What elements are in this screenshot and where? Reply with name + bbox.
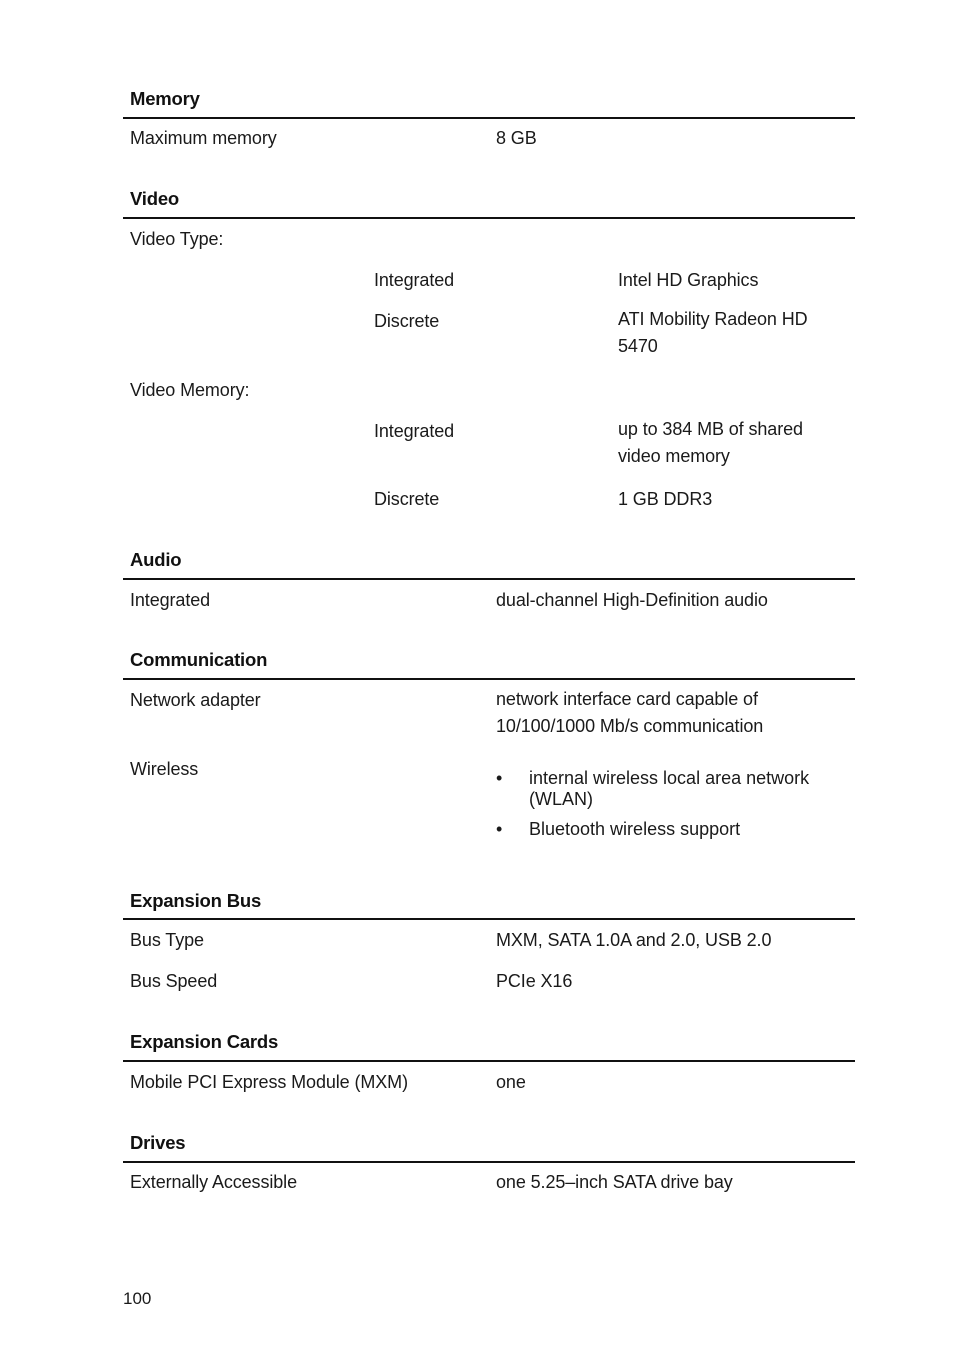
spec-label: Externally Accessible bbox=[130, 1172, 297, 1192]
section-title-communication: Communication bbox=[130, 649, 268, 670]
section-divider bbox=[123, 1060, 855, 1062]
spec-value: 1 GB DDR3 bbox=[618, 489, 713, 509]
section-divider bbox=[123, 217, 855, 219]
bullet-icon: • bbox=[496, 768, 503, 788]
list-item bbox=[496, 768, 855, 812]
spec-sublabel: Integrated bbox=[374, 421, 455, 441]
section-divider bbox=[123, 678, 855, 680]
spec-value: one 5.25–inch SATA drive bay bbox=[496, 1172, 733, 1192]
spec-value: 8 GB bbox=[496, 128, 537, 148]
spec-value: network interface card capable of 10/100/1000 Mb/s communication bbox=[496, 689, 764, 736]
spec-label: Video Memory: bbox=[130, 380, 250, 400]
spec-sublabel: Discrete bbox=[374, 489, 440, 509]
spec-value: ATI Mobility Radeon HD 5470 bbox=[618, 309, 808, 356]
spec-label: Integrated bbox=[130, 590, 211, 610]
section-title-audio: Audio bbox=[130, 549, 182, 570]
spec-value: Intel HD Graphics bbox=[618, 270, 759, 290]
spec-label: Mobile PCI Express Module (MXM) bbox=[130, 1072, 408, 1092]
spec-value: PCIe X16 bbox=[496, 971, 573, 991]
spec-label: Video Type: bbox=[130, 229, 224, 249]
spec-label: Bus Type bbox=[130, 930, 204, 950]
section-divider bbox=[123, 578, 855, 580]
spec-value: dual-channel High-Definition audio bbox=[496, 590, 768, 610]
section-divider bbox=[123, 1161, 855, 1163]
spec-value: MXM, SATA 1.0A and 2.0, USB 2.0 bbox=[496, 930, 772, 950]
bullet-text: internal wireless local area network (WLAN) bbox=[529, 768, 810, 809]
spec-value: one bbox=[496, 1072, 526, 1092]
section-title-expansion-bus: Expansion Bus bbox=[130, 890, 262, 911]
section-divider bbox=[123, 117, 855, 119]
section-title-drives: Drives bbox=[130, 1132, 186, 1153]
spec-sublabel: Discrete bbox=[374, 311, 440, 331]
bullet-text: Bluetooth wireless support bbox=[529, 819, 741, 839]
spec-label: Wireless bbox=[130, 759, 199, 779]
bullet-icon: • bbox=[496, 819, 503, 839]
spec-label: Maximum memory bbox=[130, 128, 277, 148]
section-title-video: Video bbox=[130, 188, 180, 209]
section-title-memory: Memory bbox=[130, 88, 200, 109]
section-divider bbox=[123, 918, 855, 920]
spec-value: up to 384 MB of shared video memory bbox=[618, 419, 803, 466]
spec-label: Bus Speed bbox=[130, 971, 218, 991]
spec-sublabel: Integrated bbox=[374, 270, 455, 290]
section-title-expansion-cards: Expansion Cards bbox=[130, 1031, 279, 1052]
page-number: 100 bbox=[123, 1289, 152, 1308]
list-item bbox=[496, 819, 855, 841]
spec-label: Network adapter bbox=[130, 690, 261, 710]
